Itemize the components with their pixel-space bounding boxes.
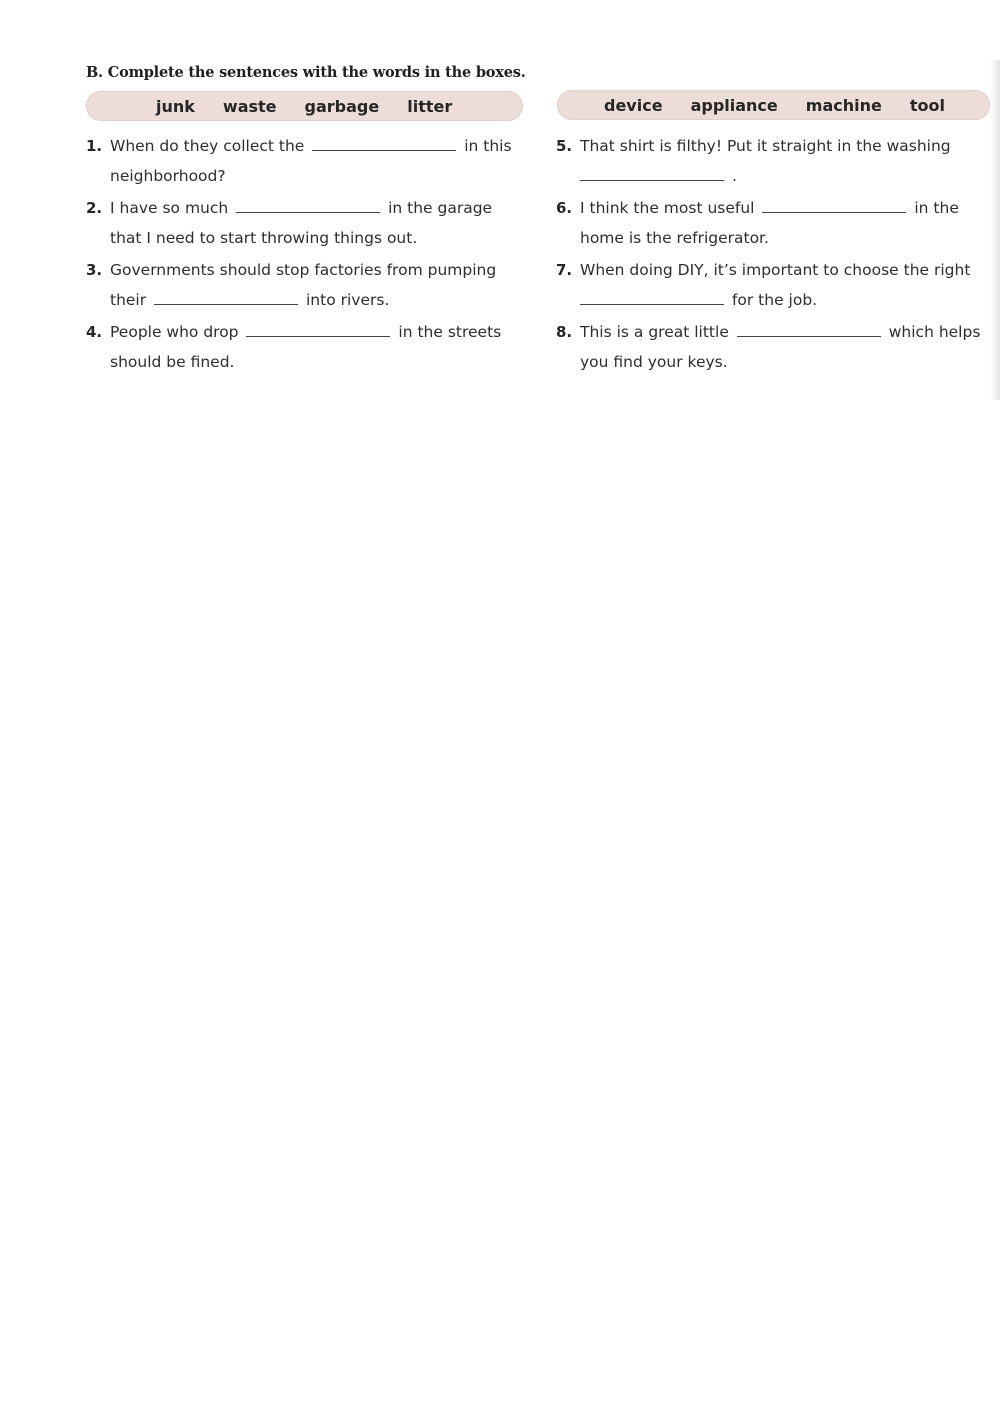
answer-blank[interactable] bbox=[580, 163, 724, 181]
word-box-left bbox=[86, 91, 523, 121]
sentence-after: . bbox=[731, 167, 737, 185]
sentence-before: Governments should stop factories from pumping their bbox=[110, 261, 497, 309]
sentence-after: into rivers. bbox=[306, 291, 390, 309]
word-waste: waste bbox=[222, 96, 277, 116]
sentence-item-5 bbox=[556, 131, 986, 191]
answer-blank[interactable] bbox=[312, 133, 456, 151]
left-column bbox=[86, 131, 516, 379]
word-device: device bbox=[604, 95, 663, 115]
sentence-text bbox=[580, 193, 986, 253]
word-litter: litter bbox=[407, 96, 453, 116]
sentence-text bbox=[580, 255, 986, 315]
word-appliance: appliance bbox=[690, 95, 778, 115]
answer-blank[interactable] bbox=[737, 319, 881, 337]
answer-blank[interactable] bbox=[762, 195, 906, 213]
sentence-before: I think the most useful bbox=[580, 199, 755, 217]
item-number: 1. bbox=[86, 137, 103, 155]
sentence-text bbox=[110, 255, 516, 315]
sentence-text bbox=[580, 317, 986, 377]
word-garbage: garbage bbox=[304, 96, 380, 116]
word-junk: junk bbox=[156, 96, 195, 116]
word-tool: tool bbox=[909, 95, 945, 115]
item-number: 5. bbox=[556, 137, 573, 155]
right-column bbox=[556, 131, 986, 379]
word-box-right bbox=[557, 90, 990, 120]
sentence-text bbox=[580, 131, 986, 191]
sentence-text bbox=[110, 193, 516, 253]
sentence-item-1 bbox=[86, 131, 516, 191]
scan-edge-shadow bbox=[990, 60, 1000, 400]
item-number: 2. bbox=[86, 199, 103, 217]
item-number: 7. bbox=[556, 261, 573, 279]
sentence-item-4 bbox=[86, 317, 516, 377]
item-number: 3. bbox=[86, 261, 103, 279]
sentence-before: People who drop bbox=[110, 323, 239, 341]
sentence-item-6 bbox=[556, 193, 986, 253]
item-number: 4. bbox=[86, 323, 103, 341]
sentence-item-7 bbox=[556, 255, 986, 315]
sentence-before: That shirt is filthy! Put it straight in the washing bbox=[580, 137, 951, 155]
sentence-after: for the job. bbox=[731, 291, 818, 309]
answer-blank[interactable] bbox=[580, 287, 724, 305]
sentence-after: in the home is the refrigerator. bbox=[580, 199, 959, 247]
section-heading: B. Complete the sentences with the words in the boxes. bbox=[86, 64, 526, 81]
answer-blank[interactable] bbox=[236, 195, 380, 213]
answer-blank[interactable] bbox=[246, 319, 390, 337]
item-number: 8. bbox=[556, 323, 573, 341]
sentence-item-8 bbox=[556, 317, 986, 377]
sentence-before: I have so much bbox=[110, 199, 229, 217]
item-number: 6. bbox=[556, 199, 573, 217]
sentence-after: which helps you find your keys. bbox=[580, 323, 981, 371]
sentence-before: This is a great little bbox=[580, 323, 729, 341]
sentence-after: in the garage that I need to start throwing things out. bbox=[110, 199, 493, 247]
word-machine: machine bbox=[805, 95, 882, 115]
sentence-after: in this neighborhood? bbox=[110, 137, 512, 185]
sentence-text bbox=[110, 131, 516, 191]
sentence-before: When doing DIY, it’s important to choose the right bbox=[580, 261, 971, 279]
answer-blank[interactable] bbox=[154, 287, 298, 305]
sentence-item-3 bbox=[86, 255, 516, 315]
sentence-before: When do they collect the bbox=[110, 137, 305, 155]
sentence-after: in the streets should be fined. bbox=[110, 323, 502, 371]
sentence-item-2 bbox=[86, 193, 516, 253]
sentence-text bbox=[110, 317, 516, 377]
